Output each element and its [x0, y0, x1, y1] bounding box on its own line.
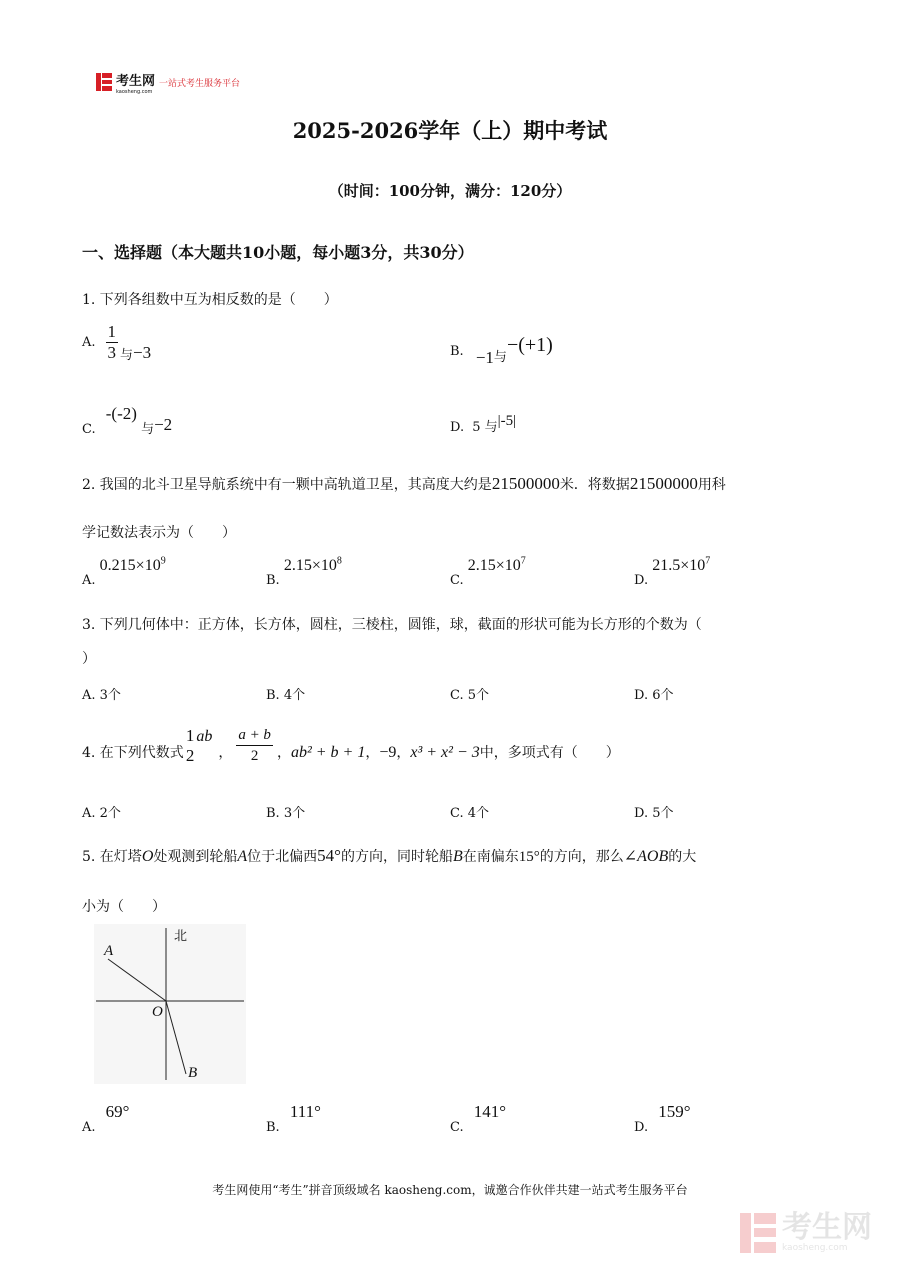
label-b: B: [188, 1065, 198, 1081]
q3-stem-line2: ）: [82, 651, 96, 667]
q1-c-yu: 与: [141, 422, 155, 437]
q1-option-b: [450, 334, 553, 367]
q5-stem-line1: [82, 846, 696, 866]
q1-a-numerator: 1: [107, 322, 117, 341]
q5-a-label: A.: [82, 1120, 96, 1135]
q5-figure: [94, 924, 246, 1084]
q2-b-exp: 8: [336, 556, 342, 567]
q2-number-1: 21500000: [491, 474, 560, 493]
q5-option-a: [82, 1102, 130, 1135]
q5-d-value: 159°: [658, 1102, 691, 1121]
q2-stem-line2: 学记数法表示为（ ）: [82, 525, 236, 541]
q2-d-label: D.: [634, 573, 649, 589]
q1-a-denominator: 3: [107, 343, 117, 362]
q5-s6: 的方向，那么: [539, 849, 624, 865]
q2-option-c: [450, 556, 526, 589]
label-a: A: [104, 943, 114, 959]
q4-comma-3: ，: [365, 745, 380, 761]
q4-comma-1: ，: [218, 745, 233, 761]
q1-option-d: [450, 410, 517, 435]
q2-stem-line1: [82, 474, 726, 494]
q4-expr-5: x³ + x² − 3: [410, 744, 480, 761]
q4-stem: [82, 716, 620, 766]
q1-a-label: A.: [82, 335, 96, 350]
q1-a-rhs: −3: [133, 342, 152, 362]
q2-c-label: C.: [450, 573, 464, 589]
brand-name: 考生网: [116, 73, 156, 89]
q5-c-label: C.: [450, 1120, 464, 1135]
watermark-text: 考生网: [782, 1210, 872, 1245]
q5-s1: 5. 在灯塔: [82, 849, 142, 865]
q4-option-a: A. 2个: [82, 806, 121, 821]
q5-c-value: 141°: [473, 1102, 507, 1121]
q1-d-label: D.: [450, 420, 465, 435]
q5-b-label: B.: [266, 1120, 280, 1135]
q2-d-exp: 7: [705, 556, 711, 567]
exam-title: 2025-2026学年（上）期中考试: [292, 118, 608, 143]
q2-option-b: [266, 556, 342, 589]
q3-option-d: D. 6个: [634, 688, 674, 703]
q4-expr-4: −9: [379, 744, 397, 761]
q4-f2-numerator: a + b: [236, 725, 273, 746]
q2-a-label: A.: [82, 573, 96, 589]
q4-f1-tail: ab: [196, 728, 213, 745]
q2-a-exp: 9: [160, 556, 166, 567]
q1-b-yu: 与: [493, 350, 507, 365]
q1-b-rhs: −(+1): [506, 334, 553, 356]
exam-subtitle: （时间：100分钟，满分：120分）: [328, 182, 572, 200]
q2-option-a: [82, 556, 166, 589]
q1-stem: 1. 下列各组数中互为相反数的是（ ）: [82, 292, 338, 308]
q1-c-lhs: -(-2): [105, 404, 137, 423]
logo-icon: [96, 73, 112, 91]
q5-s4: 的方向，同时轮船: [340, 849, 453, 865]
q5-s7: 的大: [668, 849, 697, 865]
label-o: O: [152, 1004, 163, 1020]
q4-fraction-1: [184, 726, 197, 766]
q5-s2: 处观测到轮船: [153, 849, 238, 865]
q4-comma-2: ，: [276, 745, 291, 761]
q4-option-b: B. 3个: [266, 806, 306, 821]
q2-a-base: 0.215×10: [99, 557, 161, 575]
q2-stem-b: 米．将数据: [559, 477, 630, 493]
q4-comma-4: ，: [396, 745, 411, 761]
q1-d-yu: 与: [484, 420, 498, 435]
q1-d-lhs: 5: [472, 420, 481, 435]
q5-d-label: D.: [634, 1120, 649, 1135]
q5-stem-line2: 小为（ ）: [82, 899, 166, 915]
watermark-icon: [740, 1213, 776, 1253]
q1-d-rhs: |-5|: [497, 413, 517, 429]
q2-c-base: 2.15×10: [467, 557, 521, 575]
q4-option-c: C. 4个: [450, 806, 490, 821]
q4-f1-denominator: 2: [185, 746, 195, 765]
q1-b-lhs: −1: [475, 348, 494, 367]
q5-s5: 在南偏东: [462, 849, 519, 865]
q5-option-d: [634, 1102, 691, 1135]
q1-a-yu: 与: [120, 348, 134, 363]
q5-deg-1: 54°: [317, 846, 341, 865]
q4-fraction-2: [236, 725, 273, 766]
q5-option-b: [266, 1102, 321, 1135]
q4-option-d: D. 5个: [634, 806, 674, 821]
watermark-logo: [740, 1210, 872, 1253]
figure-background: [94, 924, 246, 1084]
q1-a-fraction: [106, 322, 119, 363]
q5-point-o: O: [141, 848, 154, 865]
q4-stem-lead: 4. 在下列代数式: [82, 745, 184, 761]
q5-point-b: B: [452, 848, 463, 865]
q4-f1-numerator: 1: [185, 726, 195, 745]
q2-b-value: [284, 557, 342, 574]
label-north: 北: [174, 929, 188, 944]
q2-b-base: 2.15×10: [283, 557, 337, 575]
brand-slogan: 一站式考生服务平台: [159, 78, 241, 89]
q3-option-a: A. 3个: [82, 688, 121, 703]
q2-stem-a: 2. 我国的北斗卫星导航系统中有一颗中高轨道卫星，其高度大约是: [82, 477, 492, 493]
q5-deg-2: 15°: [518, 849, 540, 865]
q1-b-label: B.: [450, 344, 464, 359]
q3-option-c: C. 5个: [450, 688, 490, 703]
q1-c-label: C.: [82, 422, 96, 437]
q2-b-label: B.: [266, 573, 280, 589]
q4-stem-tail: 中，多项式有（ ）: [479, 745, 620, 761]
q2-c-value: [468, 557, 526, 574]
q4-f2-denominator: 2: [250, 748, 259, 764]
q1-option-a: [82, 322, 151, 363]
q2-option-d: [634, 556, 711, 589]
q2-stem-c: 用科: [697, 477, 726, 493]
q2-c-exp: 7: [520, 556, 526, 567]
q5-option-c: [450, 1102, 507, 1135]
q5-s3: 位于北偏西: [247, 849, 318, 865]
q5-b-value: 111°: [289, 1102, 321, 1121]
q3-option-b: B. 4个: [266, 688, 306, 703]
q5-angle: ∠AOB: [623, 848, 669, 865]
q2-number-2: 21500000: [629, 474, 698, 493]
q1-option-c: [82, 404, 173, 437]
q5-point-a: A: [237, 848, 248, 865]
q4-expr-3: ab² + b + 1: [290, 744, 366, 761]
q2-a-value: [100, 557, 166, 574]
q3-stem-line1: 3. 下列几何体中：正方体，长方体，圆柱，三棱柱，圆锥，球，截面的形状可能为长方形的个数为（: [82, 617, 702, 633]
brand-domain: kaosheng.com: [116, 88, 153, 95]
q2-d-base: 21.5×10: [652, 557, 706, 575]
q1-c-rhs: −2: [154, 415, 173, 434]
q5-a-value: 69°: [105, 1102, 130, 1121]
q2-d-value: [652, 557, 710, 574]
section-heading: 一、选择题（本大题共10小题，每小题3分，共30分）: [82, 243, 474, 262]
watermark-domain: kaosheng.com: [782, 1243, 848, 1253]
page-footer: 考生网使用“考生”拼音顶级域名 kaosheng.com，诚邀合作伙伴共建一站式考生服务平台: [212, 1183, 688, 1197]
brand-logo: [96, 72, 241, 95]
